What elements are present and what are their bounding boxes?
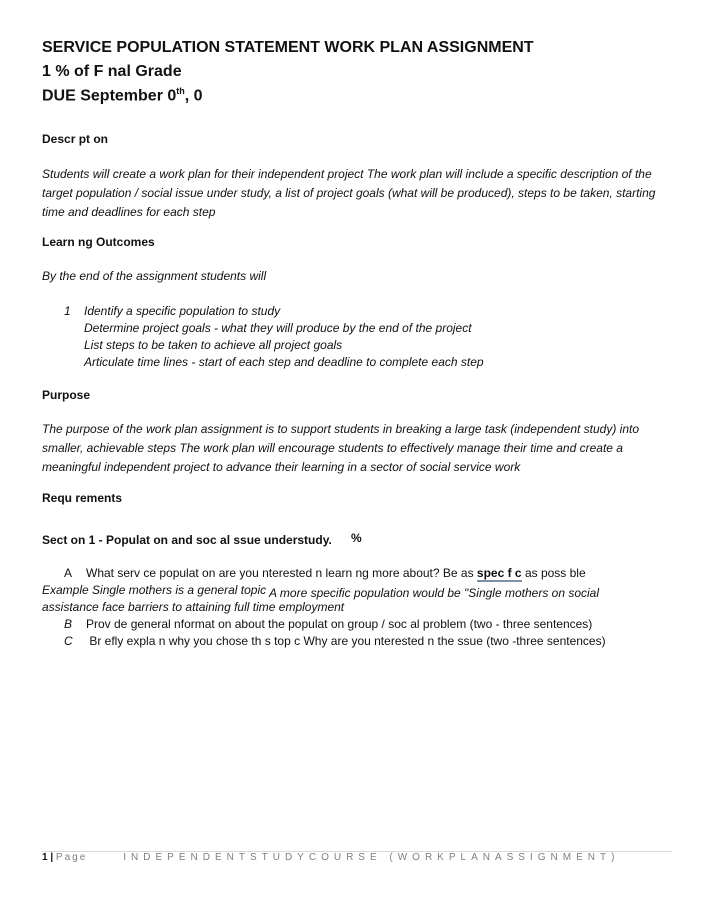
description-body: Students will create a work plan for their independent project The work plan will include a specific description of the target population / social issue under study, a list of project goals (what will be produced), steps to be taken, starting time and deadlines for each step [42, 167, 656, 219]
question-a: A What serv ce populat on are you nterested n learn ng more about? Be as spec f c as poss ble [64, 566, 586, 580]
due-date-prefix: DUE September 0 [42, 87, 177, 105]
question-c-label: C [64, 634, 73, 648]
due-date [42, 86, 203, 105]
footer-separator: | [47, 852, 56, 863]
requirements-heading: Requ rements [42, 491, 123, 505]
question-c: C Br efly expla n why you chose th s top c Why are you nterested n the ssue (two -three sentences) [64, 634, 606, 648]
list-item: 1 Identify a specific population to study [64, 304, 281, 318]
outcomes-intro: By the end of the assignment students will [42, 269, 267, 283]
outcomes-heading: Learn ng Outcomes [42, 235, 155, 249]
purpose-body: The purpose of the work plan assignment is to support students in breaking a large task (independent study) into smaller, achievable steps The work plan will encourage students to effectively manage their time and create a meaningful independent project to advance their learning in a sector of social service work [42, 422, 640, 474]
page-word: Page [55, 852, 88, 863]
example-line-2: assistance face barriers to attaining full time employment [42, 600, 345, 614]
example-line-1: Example Single mothers is a general topic A more specific population would be "Single mothers on social [42, 583, 600, 600]
question-b: B Prov de general nformat on about the populat on group / soc al problem (two - three sentences) [64, 617, 593, 631]
specific-emphasis: spec f c [476, 566, 522, 580]
page-footer [42, 851, 672, 863]
due-date-suffix: , 0 [184, 87, 203, 105]
page-number: 1 [42, 852, 48, 863]
section1-percent: % [351, 531, 362, 545]
description-heading: Descr pt on [42, 132, 109, 146]
outcomes-list [64, 303, 484, 371]
section1-heading: Sect on 1 - Populat on and soc al ssue understudy. [42, 533, 332, 547]
question-b-label: B [64, 617, 73, 631]
list-item: Determine project goals - what they will produce by the end of the project [84, 321, 472, 335]
list-number: 1 [64, 304, 71, 318]
list-item: List steps to be taken to achieve all project goals [84, 338, 343, 352]
grade-weight: 1 % of F nal Grade [42, 63, 182, 80]
purpose-heading: Purpose [42, 388, 91, 402]
course-name: INDEPENDENTSTUDYCOURSE (WORKPLANASSIGNMENT) [123, 852, 620, 863]
due-date-superscript: th [176, 86, 185, 96]
document-title: SERVICE POPULATION STATEMENT WORK PLAN ASSIGNMENT [42, 39, 534, 56]
question-a-label: A [64, 566, 73, 580]
list-item: Articulate time lines - start of each step and deadline to complete each step [84, 355, 484, 369]
